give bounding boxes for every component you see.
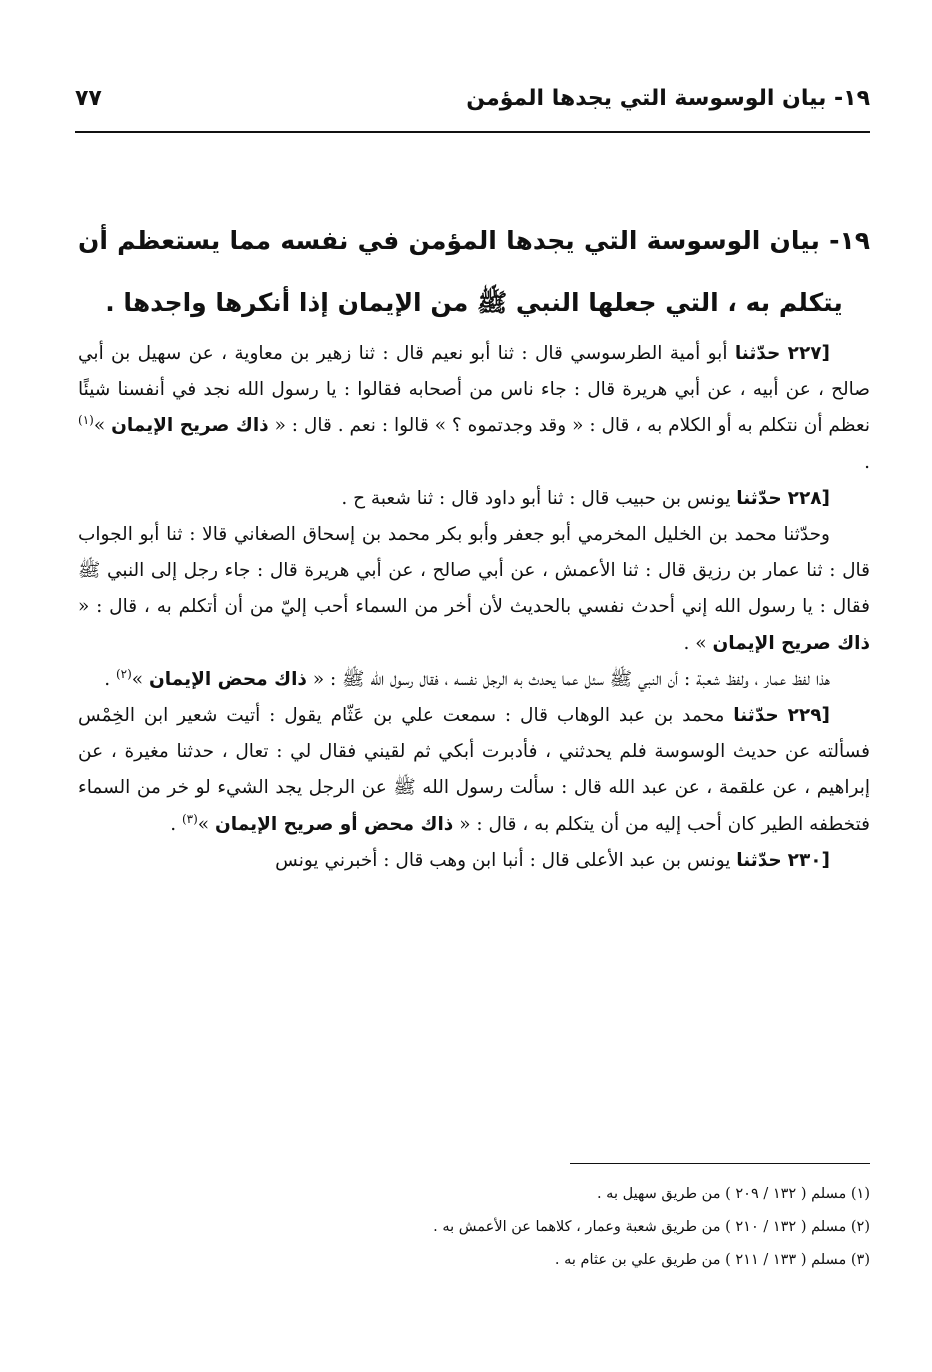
footnote-marker[interactable]: (٢): [115, 666, 132, 681]
narration-text: يونس بن عبد الأعلى قال : أنبا ابن وهب قال : أخبرني يونس: [275, 849, 731, 871]
narration-lead: حدّثنا: [736, 849, 782, 871]
sentence-end: .: [170, 813, 182, 835]
narration-text: يونس بن حبيب قال : ثنا أبو داود قال : ثنا شعبة ح .: [341, 487, 731, 509]
narration-text: محمد بن عبد الوهاب قال : سمعت علي بن عَثّام يقول : أتيت شعير ابن الخِمْس فسألته عن حديث الوسوسة فلم يحدثني ، فأدبرت أبكي ثم لقيني فقال لي : تعال ، حدثنا مغيرة ، عن إبراهيم ، عن علقمة ، عن عبد الله قال : سألت رسول الله ﷺ عن الرجل يجد الشيء لو خر من السماء فتخطفه الطير كان أحب إليه من أن يتكلم به ، قال : «: [78, 705, 870, 835]
narration-text: أبو أمية الطرسوسي قال : ثنا أبو نعيم قال : ثنا زهير بن معاوية ، عن سهيل بن أبي صالح ، عن أبيه ، عن أبي هريرة قال : جاء ناس من أصحابه فقالوا : يا رسول الله نجد في أنفسنا شيئًا نعظم أن نتكلم به أو الكلام به ، قال : « وقد وجدتموه ؟ » قالوا : نعم . قال : «: [78, 343, 870, 437]
closing-quote: »: [197, 813, 210, 835]
chapter-title: ١٩- بيان الوسوسة التي يجدها المؤمن في نفسه مما يستعظم أن يتكلم به ، التي جعلها النبي ﷺ من الإيمان إذا أنكرها واجدها .: [78, 226, 870, 317]
hadith-paragraph-228-note: [78, 662, 870, 698]
narration-text: وحدّثنا محمد بن الخليل المخرمي أبو جعفر وأبو بكر محمد بن إسحاق الصغاني قالا : ثنا أبو الجواب قال : ثنا عمار بن رزيق قال : ثنا الأعمش ، عن أبي صالح ، عن أبي هريرة قال : جاء رجل إلى النبي ﷺ فقال : يا رسول الله إني أحدث نفسي بالحديث لأن أخر من السماء أحب إليّ من أن أتكلم به ، قال : «: [78, 524, 870, 618]
sentence-end: .: [104, 668, 116, 690]
narration-lead: حدّثنا: [734, 343, 781, 364]
hadith-paragraph-228-continued: [78, 517, 870, 662]
running-header: [75, 78, 870, 118]
closing-quote: »: [131, 668, 144, 690]
hadith-paragraph-230: [78, 843, 870, 879]
hadith-paragraph-227: [78, 336, 870, 481]
hadith-number: [٢٢٧: [787, 343, 830, 364]
bold-phrase: ذاك صريح الإيمان: [111, 415, 269, 437]
footnote-1: (١) مسلم ( ١٣٢ / ٢٠٩ ) من طريق سهيل به .: [596, 1186, 870, 1202]
hadith-paragraph-228: [78, 481, 870, 517]
bold-phrase: ذاك محض أو صريح الإيمان: [215, 813, 454, 835]
hadith-number: [٢٣٠: [787, 849, 830, 871]
closing-quote: » .: [683, 632, 707, 654]
footnote-3: (٣) مسلم ( ١٣٣ / ٢١١ ) من طريق علي بن عثام به .: [554, 1252, 870, 1268]
sentence-end: .: [864, 451, 870, 473]
running-title: ١٩- بيان الوسوسة التي يجدها المؤمن: [466, 85, 870, 111]
bold-phrase: ذاك محض الإيمان: [149, 668, 307, 690]
footnote-marker[interactable]: (٣): [181, 811, 198, 826]
bold-phrase: ذاك صريح الإيمان: [712, 632, 870, 654]
footnotes: [78, 1178, 870, 1277]
main-text: [78, 336, 870, 879]
header-divider: [75, 131, 870, 133]
hadith-number: [٢٢٩: [787, 705, 830, 727]
page-number: ٧٧: [75, 85, 102, 111]
narration-lead: حدّثنا: [733, 705, 779, 727]
narration-lead: حدّثنا: [736, 487, 782, 509]
hadith-number: [٢٢٨: [787, 487, 830, 509]
footnote-divider: [570, 1163, 870, 1164]
footnote-marker[interactable]: (١): [78, 413, 94, 428]
narration-text: هذا لفظ عمار ، ولفظ شعبة : أن النبي ﷺ سئل عما يحدث به الرجل نفسه ، فقال رسول الله ﷺ : «: [312, 668, 830, 690]
closing-quote: »: [93, 415, 106, 437]
hadith-paragraph-229: [78, 698, 870, 843]
footnote-2: (٢) مسلم ( ١٣٢ / ٢١٠ ) من طريق شعبة وعمار ، كلاهما عن الأعمش به .: [433, 1219, 870, 1235]
